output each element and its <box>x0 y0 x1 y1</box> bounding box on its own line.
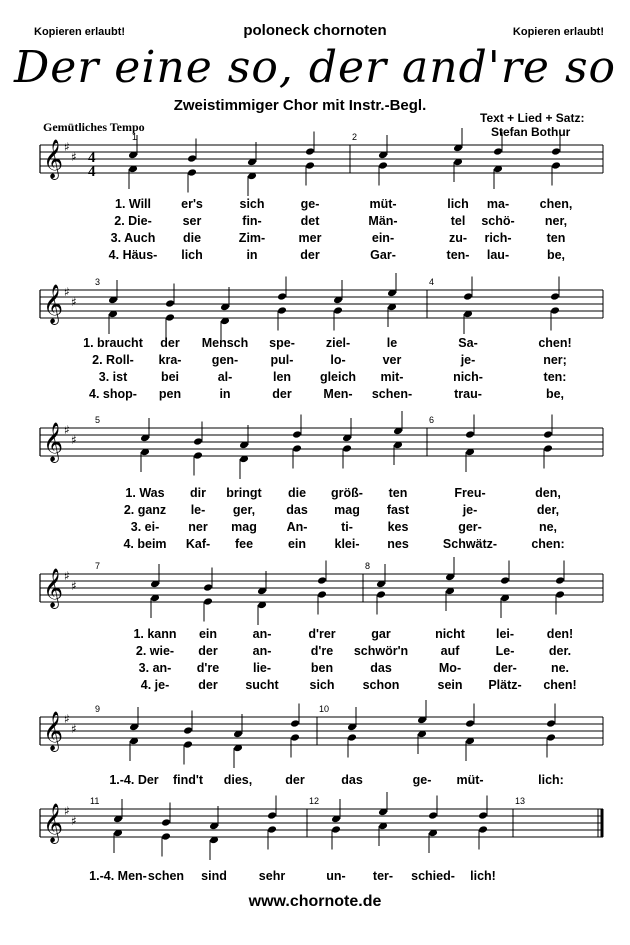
lyric-syllable: 2. wie- <box>135 644 175 658</box>
lyric-syllable: Sa- <box>458 336 478 350</box>
lyric-syllable: in <box>219 387 231 401</box>
sharp-icon: ♯ <box>71 295 77 309</box>
measure-number: 5 <box>95 415 101 425</box>
lyric-syllable: ben <box>310 661 334 675</box>
lyric-syllable: Zim- <box>238 231 266 245</box>
lyric-syllable: der <box>285 773 305 787</box>
lyric-syllable: lie- <box>252 661 272 675</box>
sharp-icon: ♯ <box>64 140 70 154</box>
notehead-lower <box>277 306 287 315</box>
notehead-upper <box>203 583 213 592</box>
notehead-upper <box>465 430 475 439</box>
measure-number: 4 <box>429 277 435 287</box>
lyric-syllable: Gar- <box>370 248 396 262</box>
measure-number: 12 <box>309 796 320 806</box>
lyric-syllable: Men- <box>323 387 353 401</box>
lyric-syllable: An- <box>286 520 308 534</box>
notehead-lower <box>267 825 277 834</box>
lyric-syllable: ser <box>182 214 202 228</box>
lyric-syllable: ner <box>188 520 208 534</box>
notehead-lower <box>478 825 488 834</box>
lyric-syllable: gleich <box>319 370 357 384</box>
lyric-syllable: d're <box>196 661 220 675</box>
notehead-upper <box>500 576 510 585</box>
lyric-syllable: den! <box>546 627 574 641</box>
lyric-syllable: je- <box>460 353 476 367</box>
notehead-lower <box>292 444 302 453</box>
song-title: Der eine so, der and're so <box>13 42 617 93</box>
notehead-upper <box>465 719 475 728</box>
lyric-syllable: klei- <box>334 537 360 551</box>
lyric-syllable: 4. beim <box>123 537 167 551</box>
staff-system <box>40 422 603 463</box>
notehead-upper <box>428 811 438 820</box>
lyric-syllable: 2. Roll- <box>92 353 134 367</box>
lyric-syllable: chen! <box>543 678 577 692</box>
measure-number: 1 <box>132 132 138 142</box>
time-signature-top: 4 <box>88 150 96 166</box>
measure-number: 10 <box>319 704 330 714</box>
lyric-syllable: mag <box>231 520 257 534</box>
notehead-lower <box>342 444 352 453</box>
notehead-lower <box>543 444 553 453</box>
lyric-syllable: 4. Häus- <box>108 248 158 262</box>
lyric-syllable: rich- <box>484 231 512 245</box>
notehead-lower <box>546 733 556 742</box>
lyric-syllable: fee <box>234 537 254 551</box>
measure-number: 8 <box>365 561 371 571</box>
lyric-syllable: an- <box>252 644 272 658</box>
lyric-syllable: mag <box>334 503 360 517</box>
lyric-syllable: un- <box>326 869 346 883</box>
lyric-syllable: ten <box>388 486 408 500</box>
lyric-syllable: 2. ganz <box>123 503 167 517</box>
lyric-syllable: lo- <box>330 353 346 367</box>
lyric-syllable: dies, <box>223 773 253 787</box>
notehead-lower <box>378 161 388 170</box>
lyric-syllable: lich <box>447 197 469 211</box>
lyric-syllable: ver <box>382 353 402 367</box>
lyric-syllable: schied- <box>411 869 455 883</box>
notehead-upper <box>546 719 556 728</box>
lyric-syllable: nes <box>387 537 409 551</box>
notehead-lower <box>305 161 315 170</box>
lyric-syllable: müt- <box>369 197 397 211</box>
staff-system <box>40 568 603 609</box>
lyric-syllable: dir <box>190 486 206 500</box>
lyric-syllable: auf <box>440 644 460 658</box>
lyric-syllable: lich <box>181 248 203 262</box>
notehead-upper <box>463 292 473 301</box>
lyric-syllable: bringt <box>226 486 262 500</box>
lyric-syllable: ter- <box>372 869 394 883</box>
sharp-icon: ♯ <box>64 423 70 437</box>
lyric-syllable: chen! <box>538 336 572 350</box>
lyric-syllable: 3. ist <box>98 370 128 384</box>
notehead-upper <box>551 147 561 156</box>
sharp-icon: ♯ <box>71 150 77 164</box>
lyric-syllable: 3. ei- <box>130 520 160 534</box>
lyric-syllable: sein <box>437 678 463 692</box>
lyric-syllable: 2. Die- <box>114 214 152 228</box>
lyric-syllable: das <box>370 661 392 675</box>
lyric-syllable: der <box>272 387 292 401</box>
notehead-lower <box>183 740 193 749</box>
lyric-syllable: Mo- <box>438 661 462 675</box>
lyric-syllable: der, <box>536 503 560 517</box>
notehead-upper <box>478 811 488 820</box>
credit-line-2: Stefan Bothur <box>491 125 571 139</box>
notehead-upper <box>543 430 553 439</box>
notehead-upper <box>493 147 503 156</box>
lyric-syllable: 1.-4. Der <box>109 773 159 787</box>
lyric-syllable: kra- <box>158 353 182 367</box>
lyric-syllable: in <box>246 248 258 262</box>
lyric-syllable: kes <box>387 520 409 534</box>
lyric-syllable: Freu- <box>454 486 486 500</box>
notehead-lower <box>550 306 560 315</box>
lyric-syllable: an- <box>252 627 272 641</box>
lyric-syllable: be, <box>546 248 566 262</box>
lyric-syllable: mit- <box>380 370 404 384</box>
lyric-syllable: das <box>286 503 308 517</box>
notehead-upper <box>292 430 302 439</box>
notehead-lower <box>317 590 327 599</box>
notehead-lower <box>165 313 175 322</box>
lyric-syllable: le- <box>190 503 206 517</box>
lyric-syllable: 4. je- <box>140 678 170 692</box>
notehead-upper <box>317 576 327 585</box>
lyric-syllable: sehr <box>258 869 286 883</box>
lyric-syllable: ziel- <box>325 336 351 350</box>
lyric-syllable: nicht <box>435 627 465 641</box>
treble-clef-icon: 𝄞 <box>43 803 64 843</box>
lyric-syllable: der <box>160 336 180 350</box>
lyric-syllable: al- <box>217 370 233 384</box>
staff-system <box>40 284 603 325</box>
notehead-lower <box>193 451 203 460</box>
sharp-icon: ♯ <box>71 579 77 593</box>
lyric-syllable: größ- <box>331 486 363 500</box>
lyric-syllable: die <box>182 231 202 245</box>
lyric-syllable: pen <box>158 387 182 401</box>
lyric-syllable: Män- <box>368 214 398 228</box>
lyric-syllable: der- <box>493 661 517 675</box>
lyric-syllable: pul- <box>270 353 294 367</box>
lyric-syllable: 3. an- <box>138 661 172 675</box>
lyric-syllable: die <box>287 486 307 500</box>
notehead-upper <box>277 292 287 301</box>
copy-allowed-left: Kopieren erlaubt! <box>34 26 126 38</box>
lyric-syllable: 1. braucht <box>83 336 143 350</box>
lyric-syllable: der. <box>548 644 572 658</box>
website-footer: www.chornote.de <box>248 893 382 910</box>
lyric-syllable: 1. Will <box>114 197 152 211</box>
lyric-syllable: ge- <box>300 197 320 211</box>
lyric-syllable: lau- <box>486 248 510 262</box>
treble-clef-icon: 𝄞 <box>43 711 64 751</box>
lyric-syllable: chen, <box>539 197 573 211</box>
lyric-syllable: trau- <box>454 387 482 401</box>
lyric-syllable: bei <box>160 370 180 384</box>
notehead-upper <box>290 719 300 728</box>
lyric-syllable: sind <box>201 869 227 883</box>
lyric-syllable: ti- <box>341 520 353 534</box>
lyric-syllable: lei- <box>495 627 515 641</box>
sharp-icon: ♯ <box>71 433 77 447</box>
lyric-syllable: 3. Auch <box>110 231 156 245</box>
brand-name: poloneck chornoten <box>243 22 387 39</box>
notehead-lower <box>203 597 213 606</box>
notehead-lower <box>551 161 561 170</box>
lyric-syllable: gar <box>371 627 391 641</box>
notehead-lower <box>376 590 386 599</box>
lyric-syllable: ma- <box>486 197 510 211</box>
treble-clef-icon: 𝄞 <box>43 422 64 462</box>
notehead-upper <box>165 299 175 308</box>
lyric-syllable: ner, <box>544 214 568 228</box>
measure-number: 6 <box>429 415 435 425</box>
lyric-syllable: der <box>198 678 218 692</box>
notehead-lower <box>555 590 565 599</box>
measure-number: 13 <box>515 796 526 806</box>
staff-system <box>40 803 603 844</box>
measure-number: 9 <box>95 704 101 714</box>
sharp-icon: ♯ <box>64 804 70 818</box>
lyric-syllable: Mensch <box>201 336 249 350</box>
lyric-syllable: 1.-4. Men- <box>89 869 147 883</box>
lyric-syllable: ge- <box>412 773 432 787</box>
staff-system <box>40 139 603 180</box>
lyric-syllable: der <box>198 644 218 658</box>
lyric-syllable: le <box>386 336 398 350</box>
lyric-syllable: Le- <box>495 644 515 658</box>
lyric-syllable: schö- <box>481 214 515 228</box>
lyric-syllable: ein <box>198 627 218 641</box>
lyric-syllable: müt- <box>456 773 484 787</box>
notehead-upper <box>183 726 193 735</box>
tempo-marking: Gemütliches Tempo <box>43 120 145 134</box>
lyric-syllable: ein- <box>371 231 395 245</box>
notehead-lower <box>187 168 197 177</box>
lyric-syllable: sucht <box>245 678 279 692</box>
lyric-syllable: spe- <box>269 336 295 350</box>
lyric-syllable: det <box>300 214 320 228</box>
notehead-lower <box>331 825 341 834</box>
lyric-syllable: schon <box>362 678 400 692</box>
lyric-syllable: mer <box>298 231 322 245</box>
lyric-syllable: schwör'n <box>353 644 409 658</box>
treble-clef-icon: 𝄞 <box>43 284 64 324</box>
notehead-upper <box>193 437 203 446</box>
notehead-upper <box>550 292 560 301</box>
lyric-syllable: er's <box>181 197 203 211</box>
copy-allowed-right: Kopieren erlaubt! <box>512 26 604 38</box>
lyric-syllable: Plätz- <box>488 678 522 692</box>
treble-clef-icon: 𝄞 <box>43 568 64 608</box>
lyric-syllable: schen- <box>371 387 413 401</box>
lyric-syllable: ne. <box>550 661 570 675</box>
lyric-syllable: ein <box>287 537 307 551</box>
lyric-syllable: Kaf- <box>185 537 211 551</box>
lyric-syllable: lich! <box>470 869 496 883</box>
notehead-upper <box>555 576 565 585</box>
lyric-syllable: d'rer <box>308 627 336 641</box>
lyric-syllable: ger, <box>232 503 256 517</box>
lyric-syllable: ten- <box>446 248 470 262</box>
notehead-upper <box>161 818 171 827</box>
lyric-syllable: 1. Was <box>125 486 165 500</box>
credit-line-1: Text + Lied + Satz: <box>480 111 585 125</box>
lyric-syllable: sich <box>309 678 335 692</box>
notehead-upper <box>267 811 277 820</box>
treble-clef-icon: 𝄞 <box>43 139 64 179</box>
lyric-syllable: sich <box>239 197 265 211</box>
lyric-syllable: das <box>341 773 363 787</box>
lyric-syllable: ten <box>546 231 566 245</box>
song-subtitle: Zweistimmiger Chor mit Instr.-Begl. <box>173 97 427 114</box>
sharp-icon: ♯ <box>71 814 77 828</box>
lyric-syllable: d're <box>310 644 334 658</box>
time-signature <box>88 150 96 180</box>
lyric-syllable: 1. kann <box>133 627 177 641</box>
lyric-syllable: zu- <box>448 231 468 245</box>
notehead-upper <box>305 147 315 156</box>
lyric-syllable: nich- <box>453 370 483 384</box>
lyric-syllable: tel <box>450 214 466 228</box>
lyric-syllable: fast <box>386 503 410 517</box>
lyric-syllable: find't <box>172 773 204 787</box>
lyric-syllable: 4. shop- <box>89 387 137 401</box>
lyric-syllable: der <box>300 248 320 262</box>
lyric-syllable: len <box>272 370 292 384</box>
notehead-lower <box>161 832 171 841</box>
lyric-syllable: ne, <box>538 520 558 534</box>
lyric-syllable: be, <box>545 387 565 401</box>
sharp-icon: ♯ <box>64 285 70 299</box>
measure-number: 11 <box>90 796 100 806</box>
sharp-icon: ♯ <box>71 722 77 736</box>
measure-number: 2 <box>352 132 358 142</box>
lyric-syllable: schen <box>147 869 185 883</box>
notehead-lower <box>333 306 343 315</box>
lyric-syllable: ger- <box>458 520 482 534</box>
lyric-syllable: den, <box>535 486 561 500</box>
notehead-lower <box>347 733 357 742</box>
lyric-syllable: chen: <box>531 537 565 551</box>
staff-system <box>40 711 603 752</box>
sharp-icon: ♯ <box>64 712 70 726</box>
lyric-syllable: je- <box>462 503 478 517</box>
measure-number: 7 <box>95 561 101 571</box>
measure-number: 3 <box>95 277 101 287</box>
lyric-syllable: Schwätz- <box>442 537 498 551</box>
time-signature-bottom: 4 <box>88 164 96 180</box>
sharp-icon: ♯ <box>64 569 70 583</box>
notehead-upper <box>187 154 197 163</box>
lyric-syllable: ner; <box>543 353 567 367</box>
lyric-syllable: gen- <box>211 353 239 367</box>
lyric-syllable: ten: <box>543 370 567 384</box>
lyric-syllable: lich: <box>538 773 564 787</box>
notehead-lower <box>290 733 300 742</box>
lyric-syllable: fin- <box>242 214 262 228</box>
